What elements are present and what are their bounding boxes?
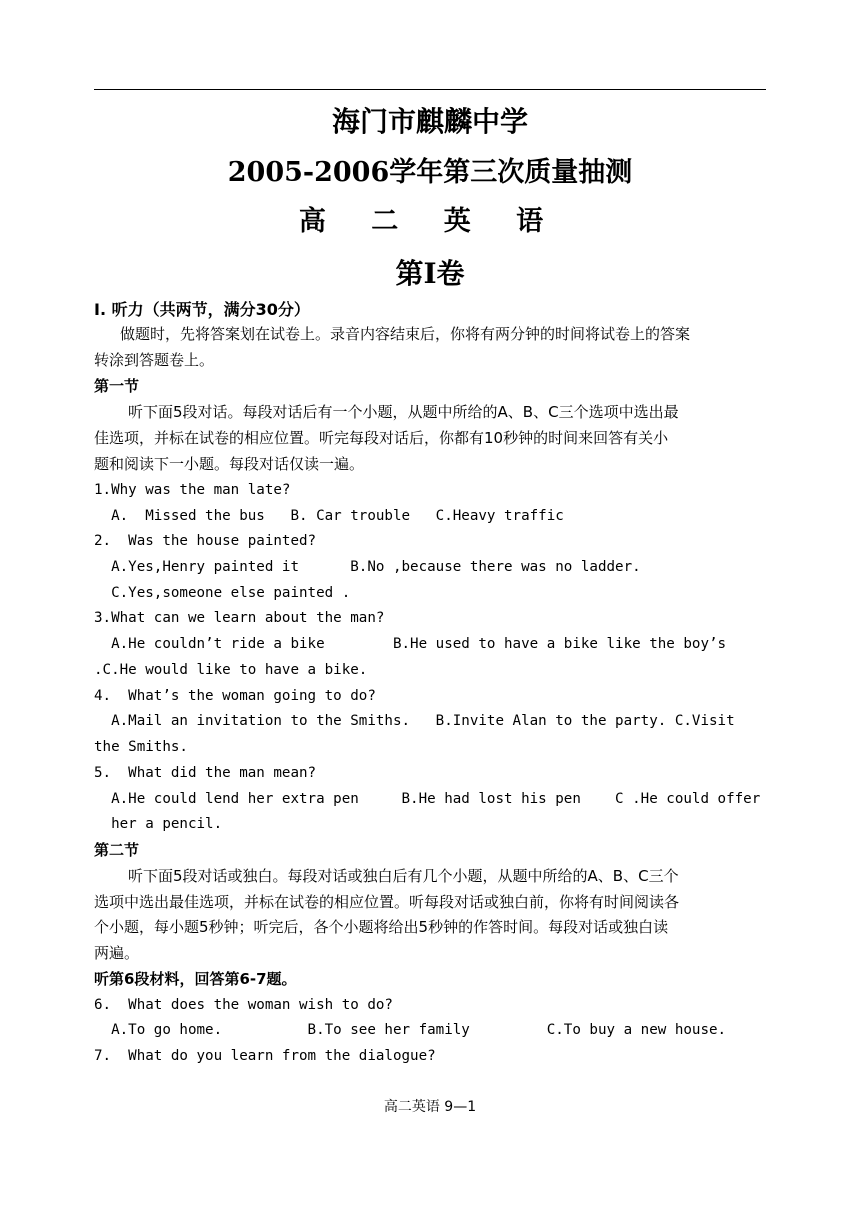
option-line: A.To go home. B.To see her family C.To buy a new house.	[94, 1022, 727, 1038]
part2-instruction-2: 选项中选出最佳选项，并标在试卷的相应位置。听每段对话或独白前，你将有时间阅读各	[94, 893, 680, 911]
option-line: A.Mail an invitation to the Smiths. B.Invite Alan to the party. C.Visit	[94, 713, 735, 729]
part2-instruction-4: 两遍。	[94, 944, 140, 962]
top-rule	[94, 89, 766, 90]
question-line: 6. What does the woman wish to do?	[94, 997, 393, 1013]
question-line: 3.What can we learn about the man?	[94, 610, 385, 626]
part2-instruction-1: 听下面5段对话或独白。每段对话或独白后有几个小题，从题中所给的A、B、C三个	[128, 867, 679, 885]
part1-instruction-3: 题和阅读下一小题。每段对话仅读一遍。	[94, 455, 365, 473]
part1-heading: 第一节	[94, 377, 140, 395]
part2-sub-heading: 听第6段材料，回答第6-7题。	[94, 970, 297, 988]
part2-instruction-3: 个小题，每小题5秒钟；听完后，各个小题将给出5秒钟的作答时间。每段对话或独白读	[94, 918, 669, 936]
part1-instruction-1: 听下面5段对话。每段对话后有一个小题，从题中所给的A、B、C三个选项中选出最	[128, 403, 679, 421]
section-intro-1: 做题时，先将答案划在试卷上。录音内容结束后，你将有两分钟的时间将试卷上的答案	[120, 325, 691, 343]
question-line: 2. Was the house painted?	[94, 533, 317, 549]
school-name: 海门市麒麟中学	[331, 105, 528, 138]
option-line: A.He could lend her extra pen B.He had lost his pen C .He could offer	[94, 791, 761, 807]
part1-instruction-2: 佳选项，并标在试卷的相应位置。听完每段对话后，你都有10秒钟的时间来回答有关小	[94, 429, 669, 447]
option-line: C.Yes,someone else painted .	[94, 585, 351, 601]
option-line: the Smiths.	[94, 739, 188, 755]
section-intro-2: 转涂到答题卷上。	[94, 351, 215, 369]
option-line: A.Yes,Henry painted it B.No ,because there was no ladder.	[94, 559, 641, 575]
page-footer: 高二英语 9—1	[383, 1099, 477, 1115]
part2-heading: 第二节	[94, 841, 140, 859]
question-line: 7. What do you learn from the dialogue?	[94, 1048, 436, 1064]
subject-title: 高 二 英 语	[298, 206, 562, 237]
question-line: 4. What’s the woman going to do?	[94, 688, 376, 704]
section-heading: Ⅰ. 听力（共两节，满分30分）	[94, 300, 310, 319]
volume-title: 第Ⅰ卷	[395, 257, 465, 290]
question-line: 5. What did the man mean?	[94, 765, 317, 781]
exam-title: 2005-2006学年第三次质量抽测	[227, 157, 633, 188]
option-line: A.He couldn’t ride a bike B.He used to have a bike like the boy’s	[94, 636, 727, 652]
question-line: 1.Why was the man late?	[94, 482, 291, 498]
option-line: A. Missed the bus B. Car trouble C.Heavy traffic	[94, 508, 564, 524]
option-line: .C.He would like to have a bike.	[94, 662, 368, 678]
option-line: her a pencil.	[94, 816, 223, 832]
